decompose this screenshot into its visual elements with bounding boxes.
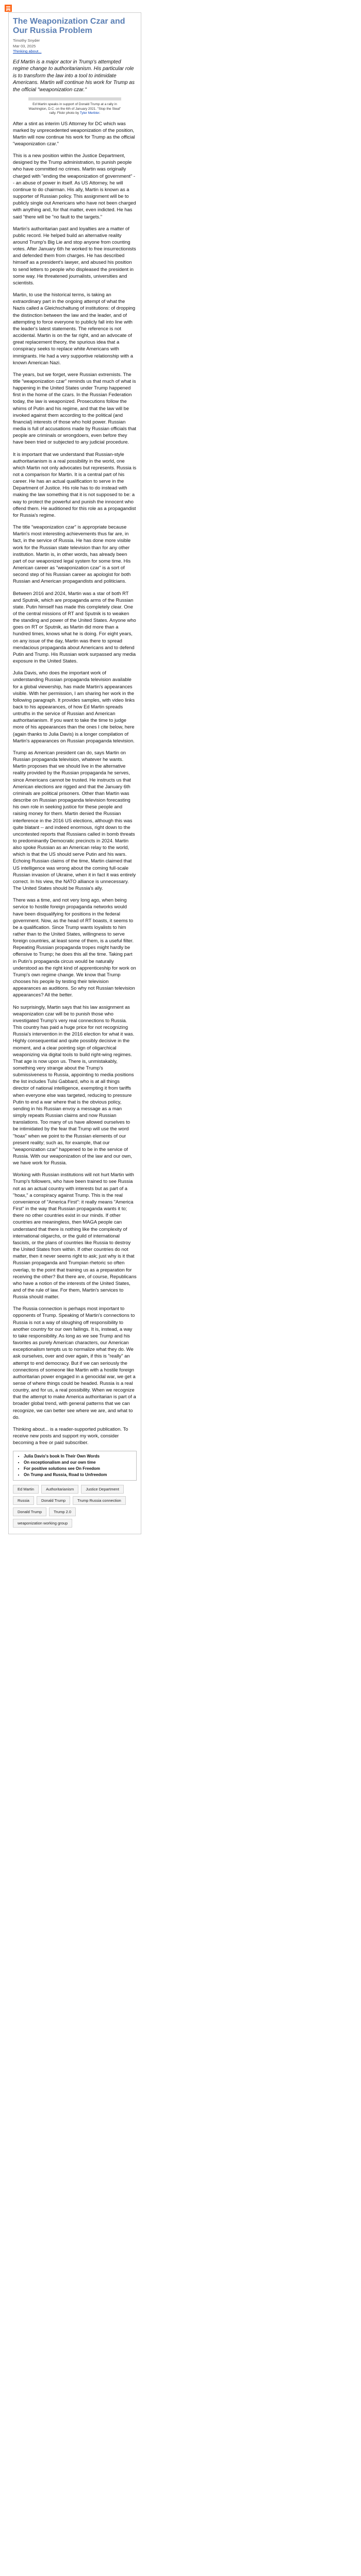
related-link[interactable]: On Trump and Russia, Road to Unfreedom (24, 1472, 107, 1478)
tag-chip[interactable]: Trump Russia connection (73, 1496, 126, 1505)
publish-date: Mar 03, 2025 (13, 43, 36, 48)
hero-figure (28, 97, 121, 115)
tag-chip[interactable]: Trump 2.0 (49, 1507, 76, 1516)
tag-chip[interactable]: weaponization working group (13, 1519, 72, 1528)
paragraph: This is a new position within the Justice Department, designed by the Trump administration, to punish people who have committed no crimes. Martin was originally charged with "ending the weaponization of government" -- an abuse of power in itself. As US Attorney, he will continue to do chairman. His ally, Martin is known as a supporter of Russian policy. This assignment will be to publicly single out Americans who have not been charged with anything and, for that matter, even indicted. He has said "there will be "no fault to the targets." (13, 152, 136, 219)
publication-link[interactable]: Thinking about... (13, 49, 42, 54)
article-title[interactable]: The Weaponization Czar and Our Russia Problem (13, 17, 125, 35)
related-link[interactable]: For positive solutions see On Freedom (24, 1466, 101, 1471)
related-link[interactable]: On exceptionalism and our own time (24, 1460, 96, 1465)
byline (13, 38, 137, 55)
related-link-item (24, 1460, 132, 1466)
related-link-item (24, 1453, 132, 1460)
substack-logo-icon (4, 4, 12, 12)
tag-chip[interactable]: Donald Trump (13, 1507, 46, 1516)
paragraph: Trump as American president can do, says Martin on Russian propaganda television, whatever he wants. Martin proposes that we should live in the alternative reality provided by the Russian propaganda he serves, since Americans cannot be trusted. He instructs us that American elections are rigged and that the January 6th criminals are political prisoners. Other than Martin was describe on Russian propaganda television forecasting his own role in seeking justice for these people and raising money for them. Martin denied the Russian interference in the 2016 US elections, although this was quite blatant -- and indeed enormous, right down to the uncontested reports that Russians called in bomb threats to predominantly Democratic precincts in 2024. Martin also spoke Russian as an American relay to the world, which is that the US should serve Putin and his wars. Echoing Russian claims of the time, Martin claimed that US intelligence was wrong about the coming full-scale Russian invasion of Ukraine, when it in fact it was entirely correct. In his view, the NATO alliance is unnecessary. The United States should be Russia's ally. (13, 749, 136, 891)
hero-image[interactable] (28, 97, 121, 100)
tag-chip[interactable]: Ed Martin (13, 1485, 39, 1494)
tag-chip[interactable]: Authoritarianism (41, 1485, 78, 1494)
paragraph: Martin, to use the historical terms, is taking an extraordinary part in the ongoing attempt of what the Nazis called a Gleichschaltung of institutions: of dropping the distinction between the law and the leader, and of attempting to force everyone to publicly fall into line with the leader's latest statements. The reference is not accidental. Martin is on the far right, and an advocate of great replacement theory, the spurious idea that a conspiracy seeks to replace white Americans with immigrants. He had a very supportive relationship with a known American Nazi. (13, 292, 136, 365)
image-caption (28, 103, 121, 115)
paragraph: The title "weaponization czar" is appropriate because Martin's most interesting achievements thus far are, in fact, in the service of Russia. He has done more visible work for the Russian state television than for any other institution. Martin is, in other words, has already been part of our weaponized legal system for some time. His American career as "weaponization czar" is a sort of second step of his Russian career as apologist for both Russian and American propagandists and politicians. (13, 524, 131, 584)
related-links-box (13, 1451, 137, 1481)
paragraph: No surprisingly, Martin says that his law assignment as weaponization czar will be to punish those who investigated Trump's very real connections to Russia. This country has paid a huge price for not recognizing Russia's intervention in the 2016 election for what it was. Highly consequential and quite possibly decisive in the moment, and a clear pointing sign of oligarchical weaponizing via digital tools to build right-wing regimes. That age is now upon us. There is, unmistakably, something very strange about the Trump's submissiveness to Russia, appointing to media positions the list includes Tulsi Gabbard, who is at all things director of national intelligence, exempting it from tariffs when everyone else was targeted, reducing to pressure Putin to end a war where that is the obvious policy, sending in his Russian envoy a message as a man simply repeats Russian claims and now Russian translations. Too many of us have allowed ourselves to be intimidated by the fear that Trump will use the word "hoax" when we point to the Russian elements of our present reality; such as, for example, that our "weaponization czar" happened to be in the service of Russia. With our weaponization of the law and our own, we have work for Russia. (13, 1004, 135, 1166)
author-name: Timothy Snyder (13, 38, 40, 43)
paragraph: It is important that we understand that Russian-style authoritarianism is a real possibility in the world, one which Martin not only advocates but represents. Russia is not a comparison for Martin. It is a central part of his career. He has an actual qualification to serve in the Department of Justice. His role has to do instead with making the law something that it is not supposed to be: a way to protect the powerful and punish the innocent who offend them. He auditioned for this role as a propagandist for Russia's regime. (13, 451, 137, 518)
paragraph: The years, but we forget, were Russian extremists. The title "weaponization czar" reminds us that much of what is happening in the United States under Trump happened first in the home of the czars. In the Russian Federation today, the law is weaponized. Prosecutions follow the whims of Putin and his regime, and that the law will be invoked against them according to the political (and financial) interests of those who hold power. Russian media is full of accusations made by Russian officials that people are criminals or wrongdoers, even before they have been tried or subjected to any judicial procedure. (13, 371, 137, 445)
related-link-item (24, 1466, 132, 1472)
tag-chip[interactable]: Russia (13, 1496, 34, 1505)
tag-chip[interactable]: Donald Trump (37, 1496, 70, 1505)
paragraph: Julia Davis, who does the important work of understanding Russian propaganda television available for a global viewership, has made Martin's appearances visible. With her permission, I am sharing her work in the following paragraph. It provides samples, with video links back to his appearances, of how Ed Martin spreads untruths in the service of Russian and American authoritarianism. If you want to take the time to judge more of his appearances than the ones I cite below, here (again thanks to Julia Davis) is a longer compilation of Martin's appearances on Russian propaganda television. (13, 670, 135, 743)
article-card (8, 12, 141, 1534)
article-body (13, 120, 137, 1446)
paragraph: Between 2016 and 2024, Martin was a star of both RT and Sputnik, which are propaganda arms of the Russian state. Putin himself has made this completely clear. One of the central missions of RT and Sputnik is to weaken the standing and power of the United States. Anyone who goes on RT or Sputnik, as Martin did more than a hundred times, knows what he is doing. For eight years, on any issue of the day, Martin was there to spread mendacious propaganda about Americans and to defend Putin and Trump. His Russian work surpassed any media exposure in the United States. (13, 590, 136, 664)
caption-suffix: . (99, 111, 101, 115)
related-link[interactable]: Julia Davis's book In Their Own Words (24, 1454, 100, 1459)
paragraph: Thinking about... is a reader-supported publication. To receive new posts and support my work, consider becoming a free or paid subscriber. (13, 1426, 128, 1446)
caption-credit-link[interactable]: Tyler Merbler (79, 111, 100, 115)
tag-list (13, 1485, 137, 1528)
tag-chip[interactable]: Justice Department (81, 1485, 124, 1494)
paragraph: Martin's authoritarian past and loyalties are a matter of public record. He helped build an alternative reality around Trump's Big Lie and stop anyone from counting votes. After January 6th he worked to free insurrectionists and defended them from charges. He has described himself as a president's lawyer, and abused his position to send letters to people who displeased the president in some way. He threatened journalists, universities and scientists. (13, 225, 136, 285)
paragraph: The Russia connection is perhaps most important to opponents of Trump. Speaking of Martin's connections to Russia is not a way of sloughing off responsibility to another country for our own failings. It is, instead, a way to take responsibility. As long as we see Trump and his favorites as purely American characters, our American exceptionalism tempts us to normalize what they do. We ask ourselves, over and over again, if this is "really" an attempt to end democracy. But if we can seriously the connections of someone like Martin with a hostile foreign authoritarian power engaged in a genocidal war, we get a sense of where things could be headed. Russia is a real country, and for us, a real possibility. When we recognize that the attempt to make America authoritarian is part of a broader global trend, with general patterns that we can recognize, we can better see where we are, and what to do. (13, 1306, 136, 1420)
related-link-item (24, 1472, 132, 1478)
caption-text: Ed Martin speaks in support of Donald Trump at a rally in Washington, D.C. on the 6th of January 2021. "Stop the Steal" rally. Flickr photo by (28, 103, 121, 115)
paragraph: Working with Russian institutions will not hurt Martin with Trump's followers, who have been trained to see Russia not as an actual country with interests but as part of a "hoax," a conspiracy against Trump. This is the real convenience of "America First": it really means "America First" in the way that Russian propaganda wants it to; there no other countries exist in our minds. If other countries are meaningless, then MAGA people can understand that there is nothing like the complexity of international oligarchs, or the guild of international fascists, or the plans of countries like Russia to destroy the United States from within. If other countries do not matter, then it never seems right to ask; just why is it that Russian propaganda and Trumpian rhetoric so often overlap, to the point that training us as a preparation for receiving the other? But there are, of course, Republicans who have a notion of the interests of the United States, and of the rule of law. For them, Martin's services to Russia should matter. (13, 1172, 137, 1300)
paragraph: After a stint as interim US Attorney for DC which was marked by unprecedented weaponization of the position, Martin will now continue his work for Trump as the official "weaponization czar." (13, 120, 135, 146)
standfirst: Ed Martin is a major actor in Trump's attempted regime change to authoritarianism. His particular role is to transform the law into a tool to intimidate Americans. Martin will continue his work for Trump as the official "weaponization czar." (13, 59, 135, 93)
paragraph: There was a time, and not very long ago, when being service to hostile foreign propaganda networks would have been disqualifying for positions in the federal government. Now, as the head of RT boasts, it seems to be a qualification. Since Trump wants loyalists to him rather than to the United States, willingness to serve foreign countries, at least some of them, is a useful filter. Repeating Russian propaganda tropes might hardly be offensive to Trump; he does this all the time. Taking part in Putin's propaganda circus would be naturally understood as the right kind of apprenticeship for work on Trump's own regime change. We know that Trump chooses his people by testing their television appearances as auditions. So why not Russian television appearances? All the better. (13, 897, 136, 998)
